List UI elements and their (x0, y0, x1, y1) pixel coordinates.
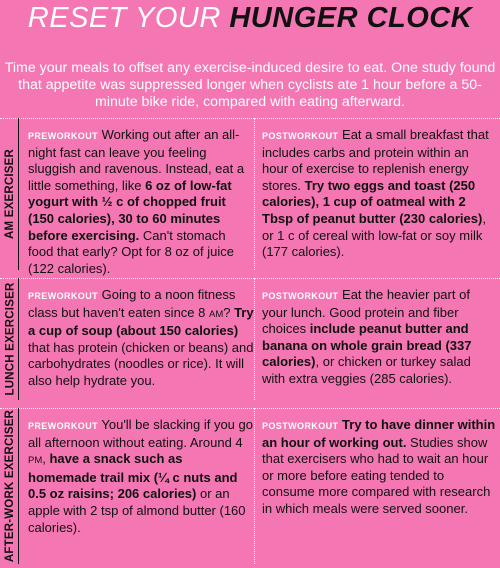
preworkout-tag: PREWORKOUT (28, 291, 98, 301)
row-after-work-exerciser (0, 408, 500, 564)
cell-text: You'll be slacking if you go all afternoon without eating. Around 4 (28, 417, 253, 450)
cell-text: Eat the heavier part of your lunch. Good protein and fiber choices (262, 287, 470, 337)
cell-smallcaps: AM (208, 308, 224, 320)
postworkout-tag: POSTWORKOUT (262, 131, 339, 141)
column-divider (254, 408, 255, 564)
preworkout-cell (28, 287, 254, 390)
row-label-text: AM EXERCISER (4, 149, 17, 239)
row-label (0, 278, 20, 400)
postworkout-tag: POSTWORKOUT (262, 421, 339, 431)
postworkout-cell (262, 287, 496, 388)
row-label (0, 118, 20, 270)
cell-smallcaps: PM (28, 455, 43, 467)
postworkout-cell (262, 417, 496, 518)
cell-bold-text: Try to have dinner within an hour of working out. (262, 417, 496, 450)
preworkout-cell (28, 417, 254, 536)
cell-text: , or 1 c of cereal with low-fat or soy milk (177 calories). (262, 210, 486, 260)
cell-bold-text: have a snack such as homemade trail mix (¼ c nuts and 0.5 oz raisins; 206 calories) (28, 451, 238, 502)
row-label-text: AFTER-WORK EXERCISER (4, 409, 17, 563)
cell-text: Working out after an all-night fast can leave you feeling sluggish and ravenous. Instead, eat a little something, like (28, 127, 245, 193)
postworkout-cell (262, 127, 496, 261)
cell-text: Studies show that exercisers who had to wait an hour or more before eating tended to consume more compared with research in which meals were served sooner. (262, 434, 491, 516)
cell-text: or an apple with 2 tsp of almond butter (160 calories). (28, 486, 246, 535)
cell-text: that has protein (chicken or beans) and carbohydrates (noodles or rice). It will also help hydrate you. (28, 339, 254, 388)
column-divider (254, 118, 255, 270)
preworkout-tag: PREWORKOUT (28, 131, 98, 141)
cell-bold-text: 6 oz of low-fat yogurt with ½ c of chopped fruit (150 calories), 30 to 60 minutes before exercising. (28, 177, 232, 243)
page-title (0, 2, 500, 35)
row-am-exerciser (0, 118, 500, 276)
cell-text: Can't stomach food that early? Opt for 8 oz of juice (122 calories). (28, 227, 234, 276)
row-label-text: LUNCH EXERCISER (4, 282, 16, 396)
preworkout-cell (28, 127, 254, 277)
cell-bold-text: Try two eggs and toast (250 calories), 1 cup of oatmeal with 2 Tbsp of peanut butter (230 calories) (262, 177, 483, 226)
column-divider (254, 278, 255, 400)
preworkout-tag: PREWORKOUT (28, 421, 98, 431)
cell-text: Eat a small breakfast that includes carbs and protein within an hour of exercise to replenish energy stores. (262, 127, 489, 193)
title-bold: HUNGER CLOCK (229, 2, 473, 34)
cell-text: , or chicken or turkey salad with extra veggies (285 calories). (262, 354, 471, 386)
cell-text: ? (223, 304, 235, 320)
row-lunch-exerciser (0, 278, 500, 400)
cell-text: , (42, 451, 50, 467)
cell-bold-text: Try a cup of soup (about 150 calories) (28, 304, 254, 339)
row-label (0, 408, 20, 564)
cell-bold-text: include peanut butter and banana on whole grain bread (337 calories) (262, 321, 472, 370)
title-light: RESET YOUR (27, 2, 230, 34)
intro-text: Time your meals to offset any exercise-induced desire to eat. One study found that appetite was suppressed longer when cyclists ate 1 hour before a 50-minute bike ride, compared with eating afterward. (4, 60, 496, 110)
cell-text: Going to a noon fitness class but haven't eaten since 8 (28, 287, 236, 320)
postworkout-tag: POSTWORKOUT (262, 291, 339, 301)
